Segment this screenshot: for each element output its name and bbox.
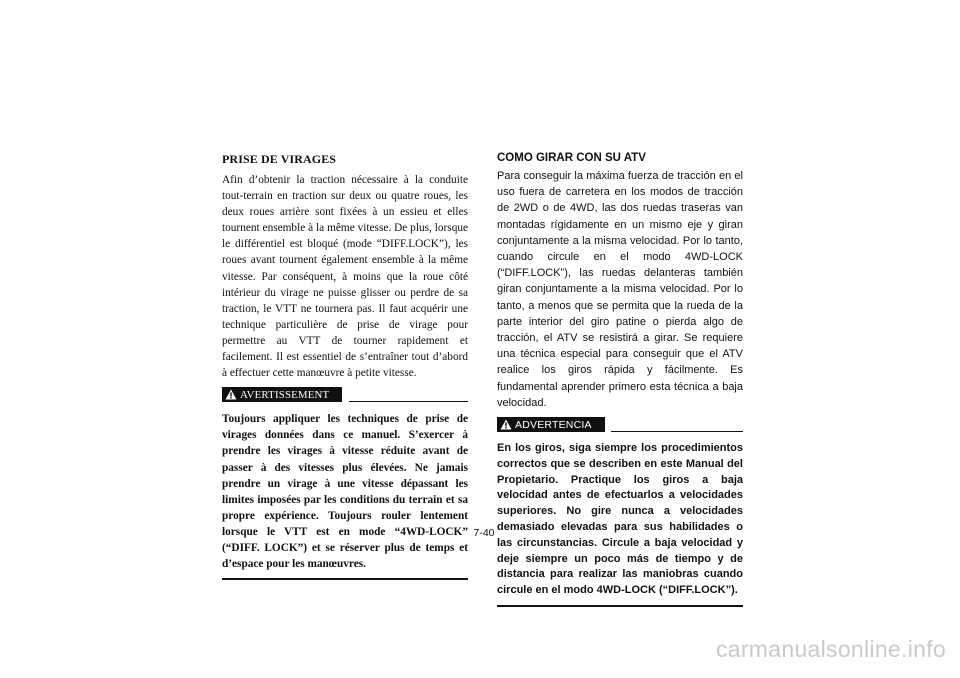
- page-number: 7-40: [473, 527, 495, 539]
- warning-triangle-icon: [500, 419, 512, 430]
- warning-triangle-icon: [225, 389, 237, 400]
- section-heading: PRISE DE VIRAGES: [222, 152, 337, 166]
- warning-end-rule: [497, 605, 743, 607]
- french-column: [222, 152, 468, 580]
- warning-text: Toujours appliquer les techniques de prise de virages données dans ce manuel. S’exercer à prendre les virages à vitesse réduite avant de passer à des vitesses plus élevées. Ne jamais prendre un virage à une vitesse dépassant les limites imposées par les conditions du terrain et sa propre expérience. Toujours rouler lentement lorsque le VTT est en mode “4WD-LOCK” (“DIFF. LOCK”) et se réserver plus de temps et d’espace pour les manœuvres.: [222, 413, 468, 571]
- warning-label: AVERTISSEMENT: [240, 388, 330, 401]
- warning-header: [497, 417, 743, 435]
- warning-text: En los giros, siga siempre los procedimientos correctos que se describen en este Manual del Propietario. Practique los giros a baja velocidad antes de efectuarlos a velocidades superiores. No gire nunca a velocidades demasiado elevadas para sus habilidades o las circunstancias. Circule a baja velocidad y deje siempre un poco más de tiempo y de distancia para realizar las maniobras cuando circule en el modo 4WD-LOCK (“DIFF.LOCK”).: [497, 442, 743, 597]
- watermark: carmanualsonline.info: [715, 636, 946, 662]
- warning-header: [222, 387, 468, 405]
- section-heading: COMO GIRAR CON SU ATV: [497, 152, 646, 164]
- section-body: Afin d’obtenir la traction nécessaire à la conduite tout-terrain en traction sur deux ou quatre roues, les deux roues arrière sont fixées à un essieu et elles tournent ensemble à la même vitesse. De plus, lorsque le différentiel est bloqué (mode “DIFF.LOCK”), les roues avant tournent également ensemble à la même vitesse. Par conséquent, à moins que la roue côté intérieur du virage ne puisse glisser ou perdre de sa traction, le VTT ne tournera pas. Il faut acquérir une technique particulière de prise de virage pour permettre au VTT de tourner rapidement et facilement. Il est essentiel de s’entraîner tout d’abord à effectuer cette manœuvre à petite vitesse.: [222, 174, 468, 380]
- warning-rule: [349, 401, 468, 402]
- section-body: Para conseguir la máxima fuerza de tracción en el uso fuera de carretera en los modos de tracción de 2WD o de 4WD, las dos ruedas traseras van montadas rígidamente en un mismo eje y giran conjuntamente a la misma velocidad. Por lo tanto, cuando circule en el modo 4WD-LOCK (“DIFF.LOCK”), las ruedas delanteras también giran conjuntamente a la misma velocidad. Por lo tanto, a menos que se permita que la rueda de la parte interior del giro patine o pierda algo de tracción, el ATV se resistirá a girar. Se requiere una técnica especial para conseguir que el ATV realice los giros rápida y fácilmente. Es fundamental aprender primero esta técnica a baja velocidad.: [497, 170, 743, 409]
- warning-end-rule: [222, 578, 468, 580]
- warning-label-box: [222, 387, 342, 402]
- spanish-column: [497, 152, 743, 607]
- warning-label: ADVERTENCIA: [515, 418, 592, 431]
- warning-label-box: [497, 417, 605, 432]
- warning-rule: [611, 431, 743, 432]
